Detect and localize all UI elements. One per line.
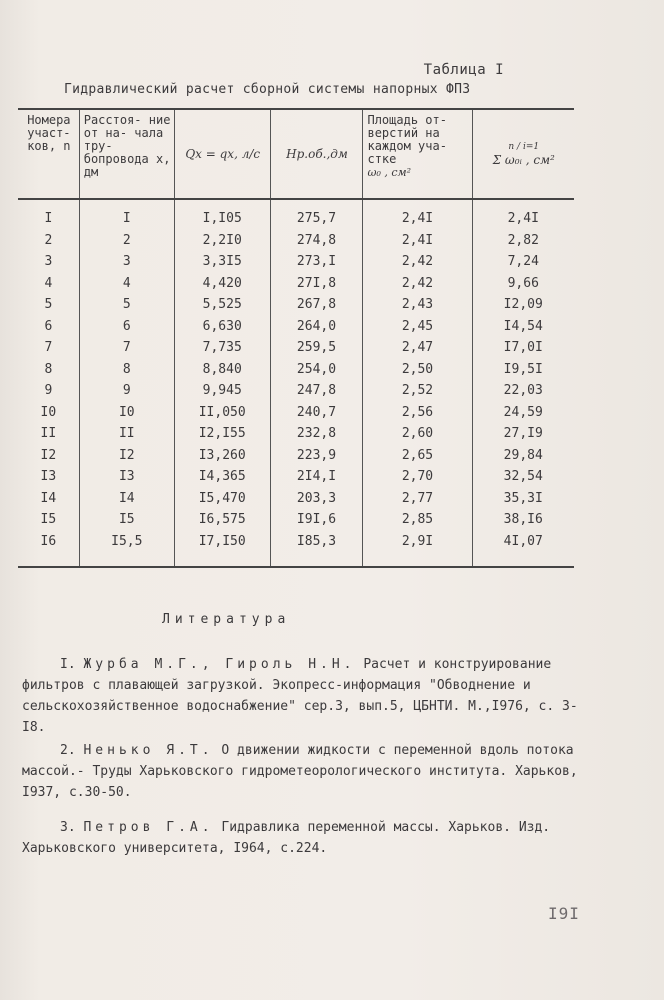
table-cell: I3 xyxy=(40,469,57,484)
table-row xyxy=(18,337,574,359)
table-cell: 203,3 xyxy=(270,488,363,510)
table-cell: I,I05 xyxy=(174,199,270,230)
table-cell: 7,24 xyxy=(472,251,574,273)
header-orifice-area xyxy=(363,109,472,199)
table-cell: 3 xyxy=(44,254,53,269)
table-row xyxy=(18,359,574,381)
table-cell: I9I,6 xyxy=(270,509,363,531)
table-cell: 267,8 xyxy=(270,294,363,316)
literature-heading: Литература xyxy=(162,612,291,627)
table-cell: 2,65 xyxy=(363,445,472,467)
table-header-row xyxy=(18,109,574,199)
table-cell: 9,945 xyxy=(174,380,270,402)
table-row xyxy=(18,509,574,531)
table-title: Гидравлический расчет сборной системы напорных ФПЗ xyxy=(64,82,471,97)
table-cell: 2,50 xyxy=(363,359,472,381)
header-orifice-area-label: Площадь от- верстий на каждом уча- стке xyxy=(367,113,447,166)
table-cell: 4 xyxy=(44,275,53,291)
table-cell: 2,42 xyxy=(363,273,472,295)
table-cell: 2,4I xyxy=(472,199,574,230)
table-cell: 8 xyxy=(79,359,174,381)
table-cell: 9 xyxy=(79,380,174,402)
table-cell: 38,I6 xyxy=(472,509,574,531)
table-cell: I2 xyxy=(79,445,174,467)
reference-1-text: Расчет и конструирование фильтров с плавающей загрузкой. Экопресс-информация "Обводнение и сельскохозяйственное водоснабжение" сер.3, вып.5, ЦБНТИ. М.,I976, с. 3-I8. xyxy=(22,657,578,735)
table-cell: 2,56 xyxy=(363,402,472,424)
table-cell: II xyxy=(40,426,57,441)
table-cell: I6 xyxy=(18,531,79,568)
table-row xyxy=(18,199,574,230)
table-cell: 2,82 xyxy=(472,230,574,252)
reference-2-text: О движении жидкости с переменной вдоль потока массой.- Труды Харьковского гидрометеорологического института. Харьков, I937, с.30-50. xyxy=(22,743,578,800)
table-cell: I9,5I xyxy=(472,359,574,381)
table-cell: I5,470 xyxy=(174,488,270,510)
reference-3-text: Гидравлика переменной массы. Харьков. Изд. Харьковского университета, I964, с.224. xyxy=(22,820,551,856)
table-cell: I2,I55 xyxy=(174,423,270,445)
table-cell: 254,0 xyxy=(270,359,363,381)
table-cell: I6,575 xyxy=(174,509,270,531)
reference-1 xyxy=(22,654,578,738)
table-cell: I xyxy=(44,211,53,226)
table-cell: I5 xyxy=(40,512,57,527)
table-cell: I0 xyxy=(40,404,57,420)
table-cell: I0 xyxy=(79,402,174,424)
table-row xyxy=(18,273,574,295)
table-cell: 5,525 xyxy=(174,294,270,316)
table-cell: 2,70 xyxy=(363,466,472,488)
header-cumulative-area xyxy=(472,109,574,199)
reference-3-number: 3. xyxy=(60,820,76,835)
header-head: Hр.об.,дм xyxy=(270,109,363,199)
table-cell: I4,54 xyxy=(472,316,574,338)
table-cell: I4 xyxy=(40,490,57,506)
table-cell: 223,9 xyxy=(270,445,363,467)
table-cell: 2,85 xyxy=(363,509,472,531)
table-cell: 27,I9 xyxy=(472,423,574,445)
table-cell: 275,7 xyxy=(270,199,363,230)
table-cell: 2,4I xyxy=(363,199,472,230)
table-cell: 7 xyxy=(44,340,53,355)
table-cell: 2,52 xyxy=(363,380,472,402)
table-cell: I5 xyxy=(79,509,174,531)
table-cell: 247,8 xyxy=(270,380,363,402)
reference-1-authors: Журба М.Г., Гироль Н.Н. xyxy=(83,657,356,672)
table-cell: 2,2I0 xyxy=(174,230,270,252)
header-section-number: Номера участ- ков, n xyxy=(18,109,79,199)
reference-2-number: 2. xyxy=(60,743,76,758)
table-cell: 3 xyxy=(79,251,174,273)
table-row xyxy=(18,230,574,252)
table-cell: 5 xyxy=(79,294,174,316)
table-cell: I4,365 xyxy=(174,466,270,488)
table-cell: 9 xyxy=(44,383,53,398)
table-cell: 6 xyxy=(79,316,174,338)
table-cell: I3,260 xyxy=(174,445,270,467)
table-cell: II xyxy=(79,423,174,445)
table-cell: 2,42 xyxy=(363,251,472,273)
table-cell: 2 xyxy=(44,232,53,248)
table-body xyxy=(18,199,574,567)
table-cell: 2,47 xyxy=(363,337,472,359)
table-cell: 29,84 xyxy=(472,445,574,467)
table-cell: 273,I xyxy=(270,251,363,273)
table-cell: I2,09 xyxy=(472,294,574,316)
table-cell: 32,54 xyxy=(472,466,574,488)
table-cell: II,050 xyxy=(174,402,270,424)
table-cell: 27I,8 xyxy=(270,273,363,295)
header-orifice-area-unit: ω₀ , см² xyxy=(367,166,412,179)
table-row xyxy=(18,316,574,338)
page-number: I9I xyxy=(548,904,580,923)
table-cell: 2,4I xyxy=(363,230,472,252)
reference-1-number: I. xyxy=(60,657,76,672)
table-cell: 7 xyxy=(79,337,174,359)
table-cell: I4 xyxy=(79,488,174,510)
table-cell: 259,5 xyxy=(270,337,363,359)
table-cell: 2,43 xyxy=(363,294,472,316)
table-cell: 8 xyxy=(44,361,53,377)
table-label: Таблица I xyxy=(423,62,504,78)
table-cell: 232,8 xyxy=(270,423,363,445)
table-row xyxy=(18,380,574,402)
hydraulic-table xyxy=(18,108,574,568)
table-cell: 24,59 xyxy=(472,402,574,424)
table-cell: 4 xyxy=(79,273,174,295)
table-cell: 7,735 xyxy=(174,337,270,359)
table-cell: 240,7 xyxy=(270,402,363,424)
table-row xyxy=(18,423,574,445)
table-cell: 274,8 xyxy=(270,230,363,252)
table-row xyxy=(18,466,574,488)
table-row xyxy=(18,531,574,568)
table-cell: I3 xyxy=(79,466,174,488)
reference-2-authors: Ненько Я.Т. xyxy=(83,743,214,758)
table-cell: 8,840 xyxy=(174,359,270,381)
reference-3 xyxy=(22,817,578,859)
table-row xyxy=(18,251,574,273)
table-cell: 4,420 xyxy=(174,273,270,295)
table-cell: 2 xyxy=(79,230,174,252)
reference-2 xyxy=(22,740,578,803)
table-cell: I7,0I xyxy=(472,337,574,359)
header-sum-limits: n / i=1 xyxy=(508,142,540,152)
table-cell: 4I,07 xyxy=(472,531,574,568)
table-cell: I2 xyxy=(40,447,57,463)
table-cell: 6,630 xyxy=(174,316,270,338)
table-cell: 2,60 xyxy=(363,423,472,445)
table-cell: 2I4,I xyxy=(270,466,363,488)
table-row xyxy=(18,445,574,467)
header-flow: Qx = qx, л/с xyxy=(174,109,270,199)
table-cell: 9,66 xyxy=(472,273,574,295)
table-cell: I85,3 xyxy=(270,531,363,568)
table-cell: I7,I50 xyxy=(174,531,270,568)
table-row xyxy=(18,488,574,510)
header-distance: Расстоя- ние от на- чала тру- бопровода x, дм xyxy=(79,109,174,199)
table-cell: 6 xyxy=(44,318,53,334)
table-cell: I xyxy=(79,199,174,230)
table-cell: 22,03 xyxy=(472,380,574,402)
table-cell: 3,3I5 xyxy=(174,251,270,273)
table-cell: 5 xyxy=(44,297,53,312)
table-cell: 2,77 xyxy=(363,488,472,510)
table-cell: I5,5 xyxy=(79,531,174,568)
header-sum-label: Σ ω₀ᵢ , см² xyxy=(492,153,555,167)
reference-3-authors: Петров Г.А. xyxy=(83,820,214,835)
table-row xyxy=(18,294,574,316)
table-cell: 2,45 xyxy=(363,316,472,338)
table-cell: 35,3I xyxy=(472,488,574,510)
table-cell: 2,9I xyxy=(363,531,472,568)
table-row xyxy=(18,402,574,424)
table-cell: 264,0 xyxy=(270,316,363,338)
